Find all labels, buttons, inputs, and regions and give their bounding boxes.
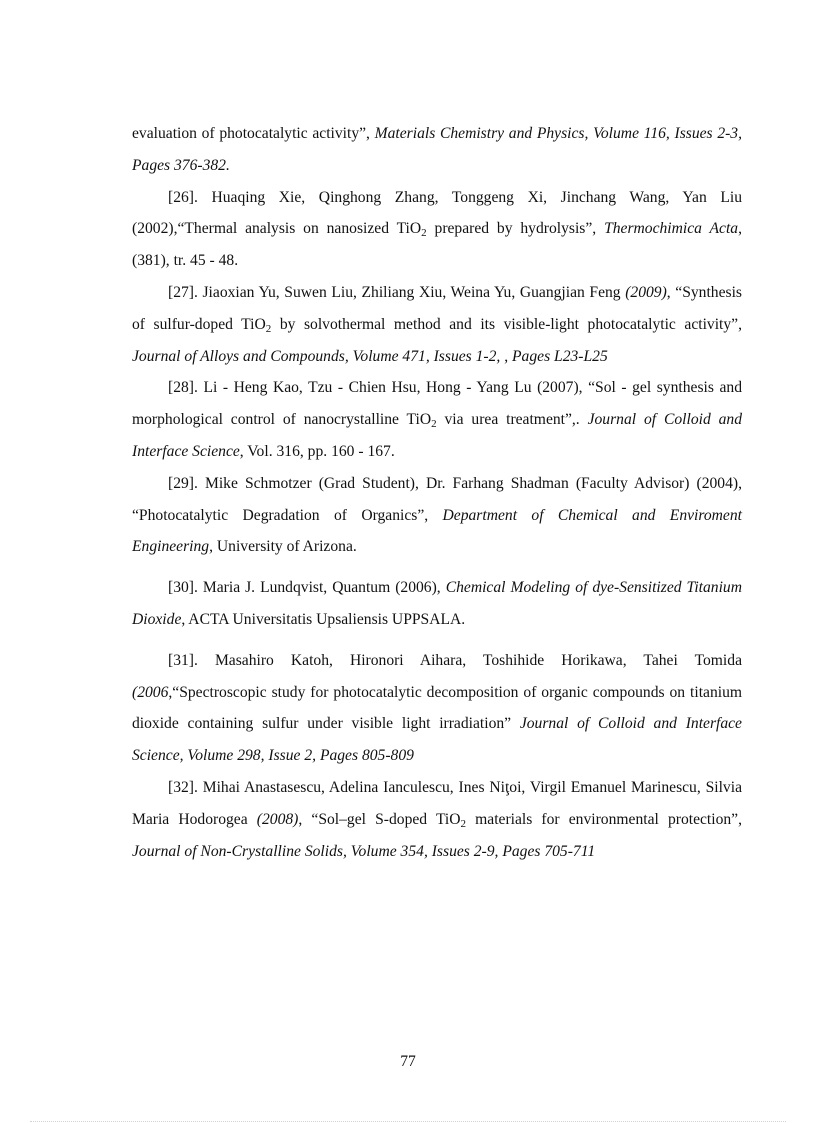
journal-name: Thermochimica Acta [604, 220, 739, 238]
reference-details: , Vol. 316, pp. 160 - 167. [239, 442, 395, 460]
reference-details: , (381), tr. 45 - 48. [132, 220, 743, 270]
subscript: 2 [460, 817, 467, 830]
reference-text: prepared by hydrolysis”, [426, 220, 605, 238]
reference-text: materials for environmental protection”, [466, 810, 742, 828]
journal-name: Journal of Alloys and Compounds, Volume 471, Issues 1-2, [132, 347, 501, 365]
reference-number: [26]. [168, 188, 198, 206]
reference-text: Mike Schmotzer (Grad Student), Dr. Farhang Shadman (Faculty Advisor) (2004), “Photocatalytic Degradation of Organics”, [132, 474, 742, 524]
reference-year: (2008) [256, 810, 299, 828]
reference-text: evaluation of photocatalytic activity”, [132, 125, 375, 142]
journal-name: Journal of Non-Crystalline Solids, Volume 354, Issues 2-9, Pages 705-711 [132, 842, 596, 860]
page-number: 77 [400, 1053, 416, 1070]
reference-number: [27]. [168, 283, 198, 301]
journal-name: Journal of Colloid and Interface Science [132, 411, 742, 460]
journal-name: Materials Chemistry and Physics, Volume 116, Issues 2-3, Pages 376-382. [132, 125, 743, 174]
reference-list [132, 118, 742, 867]
reference-details: , University of Arizona. [209, 538, 357, 556]
reference-details: , ACTA Universitatis Upsaliensis UPPSALA. [181, 610, 466, 628]
reference-text: , “Sol–gel S-doped TiO [298, 810, 461, 828]
reference-title: ,“Spectroscopic study for photocatalytic decomposition of organic compounds on titanium dioxide containing sulfur under visible light irradiation” [132, 683, 742, 733]
reference-text: Jiaoxian Yu, Suwen Liu, Zhiliang Xiu, Weina Yu, Guangjian Feng [197, 283, 626, 301]
department-name: Department of Chemical and Enviroment Engineering [132, 506, 742, 556]
reference-30 [132, 572, 742, 636]
reference-pages: Pages L23-L25 [512, 347, 608, 365]
reference-32 [132, 772, 742, 867]
reference-number: [29]. [168, 474, 198, 492]
journal-name: Journal of Colloid and Interface Science, Volume 298, Issue 2, Pages 805-809 [132, 715, 742, 765]
reference-text: by solvothermal method and its visible-light photocatalytic activity”, [271, 315, 742, 333]
reference-31 [132, 645, 742, 772]
subscript: 2 [431, 418, 437, 431]
reference-text: Maria J. Lundqvist, Quantum (2006), [197, 579, 446, 597]
reference-title: Chemical Modeling of dye-Sensitized Titanium Dioxide [132, 579, 742, 628]
reference-25-continuation [132, 118, 742, 182]
reference-text: Li - Heng Kao, Tzu - Chien Hsu, Hong - Yang Lu (2007), “Sol - gel synthesis and morphological control of nanocrystalline TiO [132, 379, 742, 429]
reference-year: (2006 [132, 683, 169, 701]
page-bottom-divider [30, 1121, 786, 1122]
reference-number: [28]. [168, 379, 198, 397]
reference-text: Huaqing Xie, Qinghong Zhang, Tonggeng Xi, Jinchang Wang, Yan Liu (2002),“Thermal analysis on nanosized TiO [132, 188, 742, 238]
reference-text: Masahiro Katoh, Hironori Aihara, Toshihide Horikawa, Tahei Tomida [197, 651, 742, 669]
reference-26 [132, 182, 742, 277]
subscript: 2 [421, 227, 427, 240]
reference-number: [31]. [168, 651, 198, 669]
reference-number: [32]. [168, 778, 198, 796]
reference-text: , [500, 347, 513, 365]
reference-number: [30]. [168, 579, 198, 597]
subscript: 2 [265, 322, 272, 335]
reference-28 [132, 372, 742, 467]
reference-29 [132, 468, 742, 563]
reference-text: Mihai Anastasescu, Adelina Ianculescu, Ines Niţoi, Virgil Emanuel Marinescu, Silvia Maria Hodorogea [132, 778, 742, 828]
reference-year: (2009) [625, 283, 667, 301]
reference-27 [132, 277, 742, 372]
reference-text: , “Synthesis of sulfur-doped TiO [132, 283, 742, 333]
reference-text: via urea treatment”,. [436, 411, 588, 429]
